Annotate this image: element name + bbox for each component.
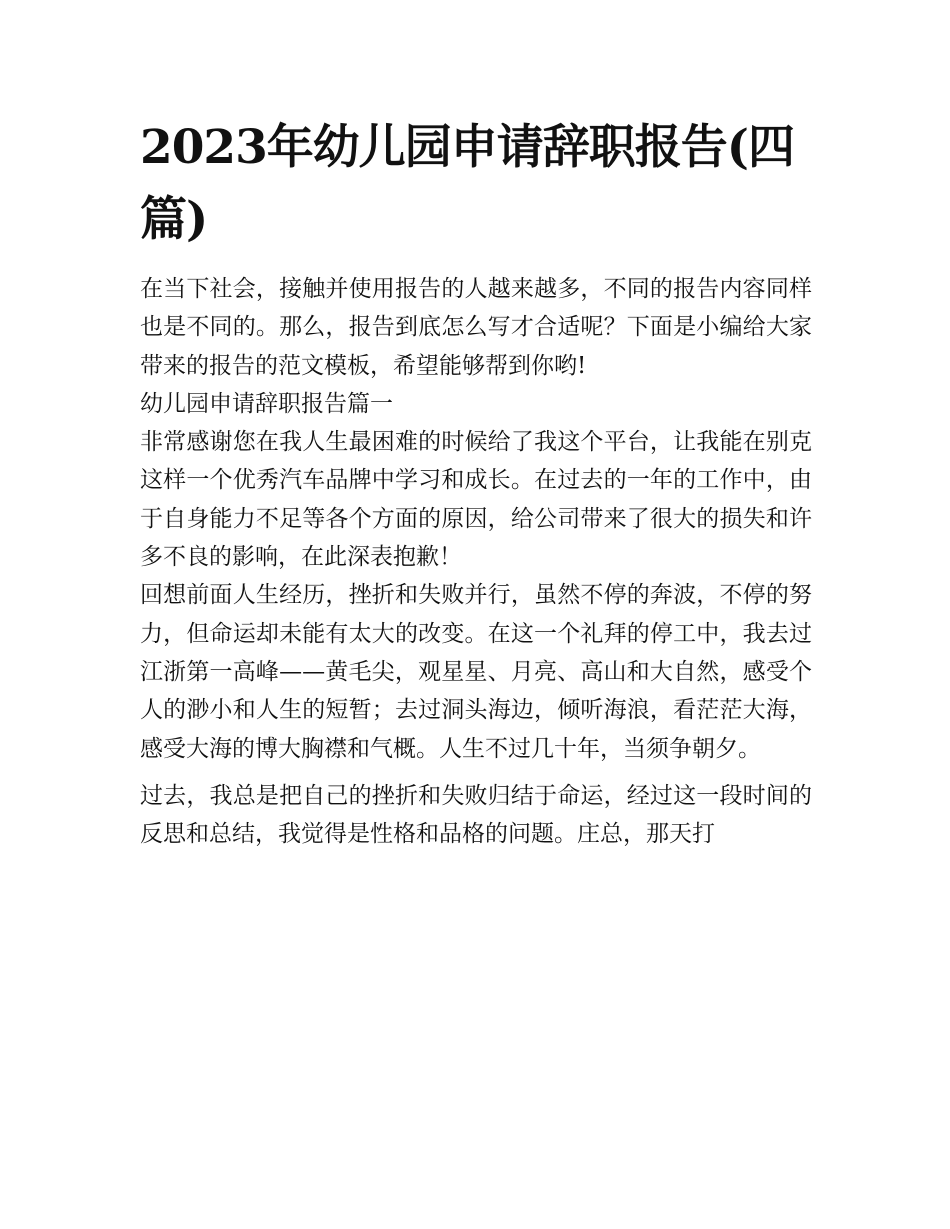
document-title: 2023年幼儿园申请辞职报告(四篇) [140,120,795,247]
body-paragraph-3: 过去，我总是把自己的挫折和失败归结于命运，经过这一段时间的反思和总结，我觉得是性格和品格的问题。庄总，那天打 [140,782,812,848]
paragraph-spacer [140,768,812,777]
body-paragraph-1: 非常感谢您在我人生最困难的时候给了我这个平台，让我能在别克这样一个优秀汽车品牌中学习和成长。在过去的一年的工作中，由于自身能力不足等各个方面的原因，给公司带来了很大的损失和许多不良的影响，在此深表抱歉！ [140,429,812,571]
document-page [140,112,812,853]
section-heading: 幼儿园申请辞职报告篇一 [140,390,393,417]
body-paragraph-2: 回想前面人生经历，挫折和失败并行，虽然不停的奔波，不停的努力，但命运却未能有太大的改变。在这一个礼拜的停工中，我去过江浙第一高峰——黄毛尖，观星星、月亮、高山和大自然，感受个人的渺小和人生的短暂；去过洞头海边，倾听海浪，看茫茫大海，感受大海的博大胸襟和气概。人生不过几十年，当须争朝夕。 [140,582,812,762]
intro-paragraph: 在当下社会，接触并使用报告的人越来越多，不同的报告内容同样也是不同的。那么，报告到底怎么写才合适呢？下面是小编给大家带来的报告的范文模板，希望能够帮到你哟! [140,276,812,379]
